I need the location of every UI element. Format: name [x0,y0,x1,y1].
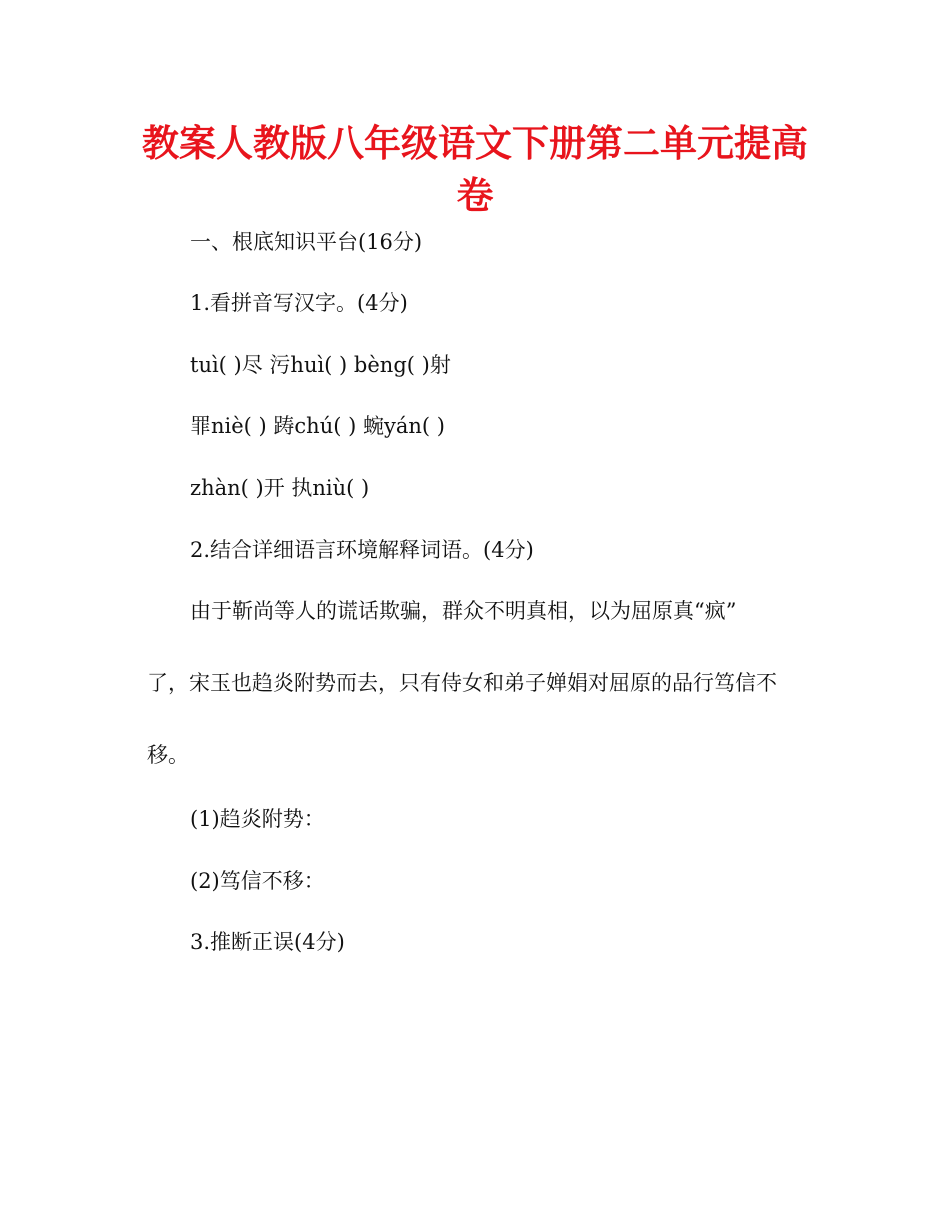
pinyin-line-1: tuì( )尽 污huì( ) bèng( )射 [190,353,451,377]
document-title: 教案人教版八年级语文下册第二单元提高卷 [142,122,808,217]
passage-line-3: 移。 [147,743,189,767]
question-1-heading: 1.看拼音写汉字。(4分) [190,291,408,315]
passage-line-1: 由于靳尚等人的谎话欺骗，群众不明真相，以为屈原真“疯” [190,599,737,623]
question-3-heading: 3.推断正误(4分) [190,930,345,954]
pinyin-line-3: zhàn( )开 执niù( ) [190,476,370,500]
question-2-heading: 2.结合详细语言环境解释词语。(4分) [190,538,534,562]
passage-line-2: 了，宋玉也趋炎附势而去，只有侍女和弟子婵娟对屈原的品行笃信不 [147,671,777,695]
pinyin-line-2: 罪niè( ) 踌chú( ) 蜿yán( ) [190,414,445,438]
section-heading-basic-knowledge: 一、根底知识平台(16分) [190,230,423,254]
subquestion-2: (2)笃信不移： [190,869,325,893]
subquestion-1: (1)趋炎附势： [190,807,325,831]
